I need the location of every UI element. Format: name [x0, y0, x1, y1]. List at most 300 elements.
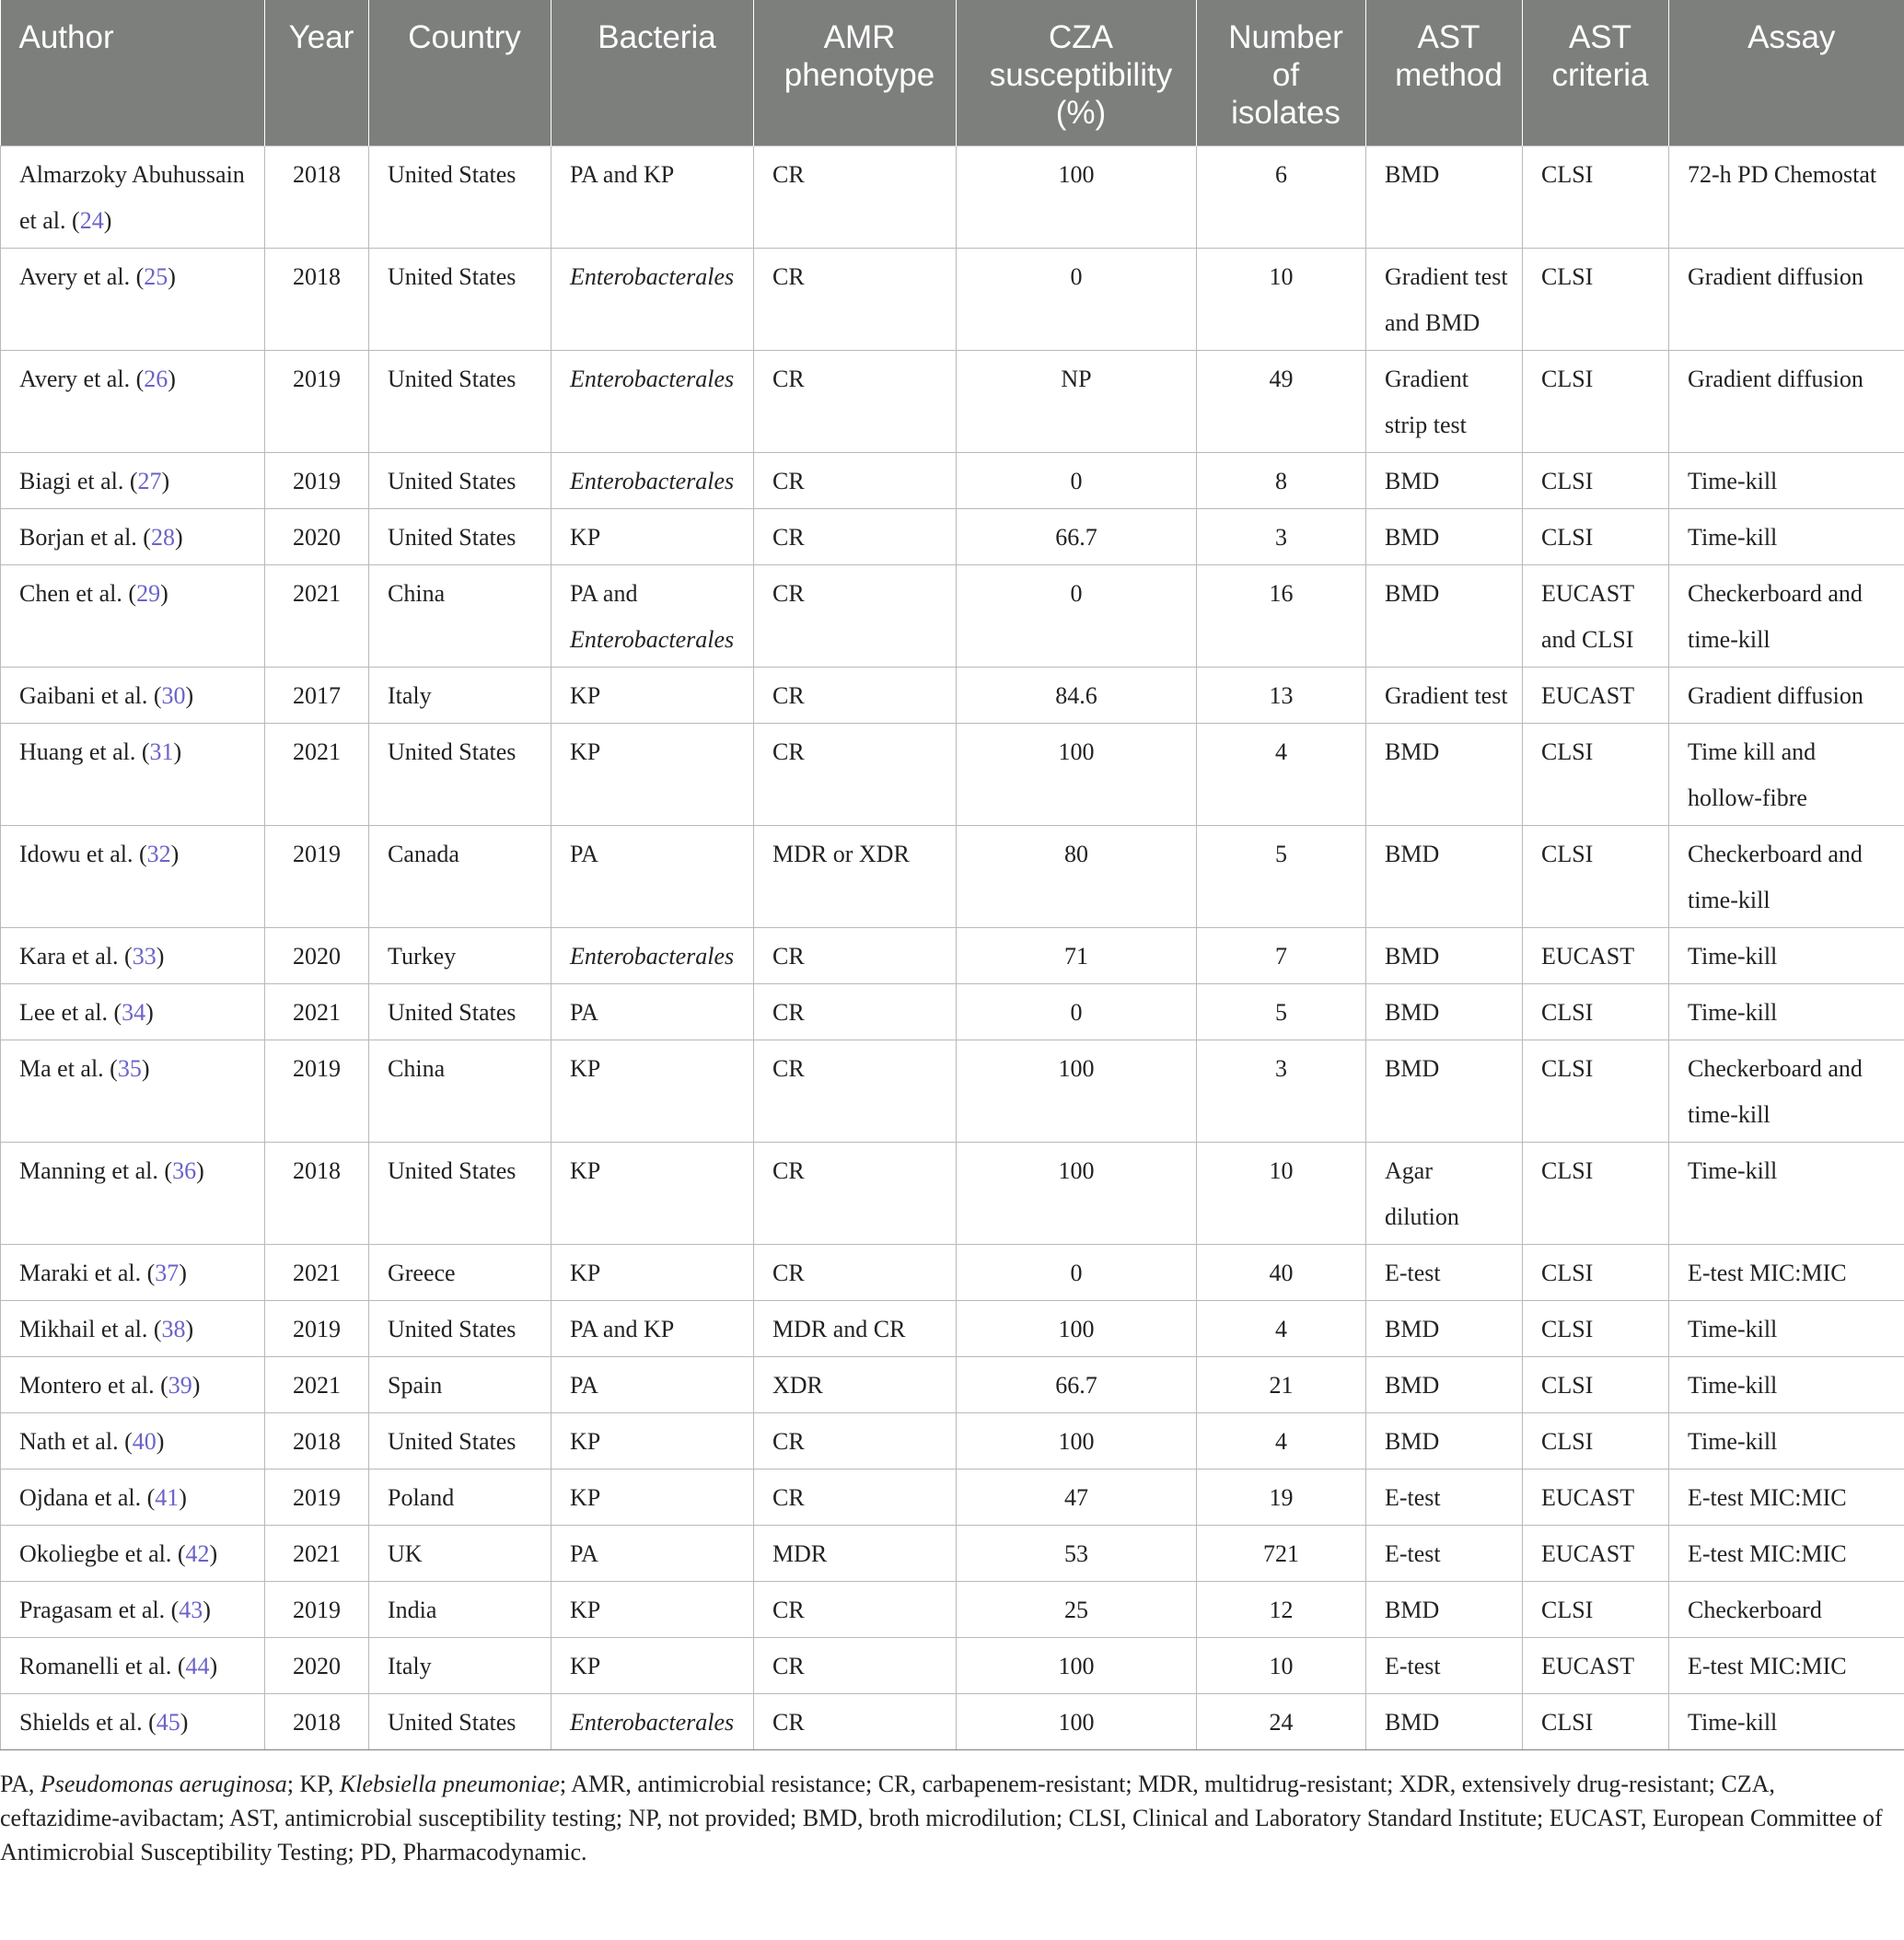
cell-amr-phenotype: CR	[754, 453, 957, 509]
cell-ast-criteria: EUCAST and CLSI	[1523, 565, 1669, 668]
reference-close-paren: )	[156, 1428, 165, 1455]
cell-amr-phenotype: MDR or XDR	[754, 826, 957, 928]
cell-ast-method: E-test	[1366, 1638, 1523, 1694]
cell-bacteria	[551, 928, 754, 984]
bacteria-text: PA and KP	[570, 161, 675, 188]
table-row	[1, 724, 1904, 826]
table-row	[1, 1638, 1904, 1694]
cell-number-of-isolates: 3	[1197, 509, 1366, 565]
cell-ast-criteria: CLSI	[1523, 1040, 1669, 1143]
reference-link[interactable]: 26	[144, 366, 168, 392]
cell-ast-criteria: CLSI	[1523, 1357, 1669, 1413]
cell-amr-phenotype: MDR	[754, 1526, 957, 1582]
cell-assay: Checkerboard and time-kill	[1669, 565, 1904, 668]
reference-link[interactable]: 36	[172, 1157, 197, 1184]
reference-link[interactable]: 28	[150, 524, 175, 551]
cell-bacteria	[551, 1040, 754, 1143]
author-name: Manning et al. (	[19, 1157, 173, 1184]
reference-close-paren: )	[179, 1484, 187, 1511]
cell-ast-method: BMD	[1366, 984, 1523, 1040]
cell-author	[1, 984, 265, 1040]
cell-cza-susceptibility: 0	[957, 1245, 1197, 1301]
cell-cza-susceptibility: 66.7	[957, 1357, 1197, 1413]
table-row	[1, 1245, 1904, 1301]
table-row	[1, 1413, 1904, 1470]
reference-close-paren: )	[160, 580, 168, 607]
cell-bacteria	[551, 826, 754, 928]
cell-ast-criteria: CLSI	[1523, 1694, 1669, 1750]
cell-year: 2021	[265, 724, 369, 826]
cell-bacteria	[551, 1413, 754, 1470]
reference-close-paren: )	[156, 943, 165, 970]
column-header-assay: Assay	[1669, 0, 1904, 146]
column-header-country: Country	[369, 0, 551, 146]
author-name: Almarzoky Abuhussain et al. (	[19, 161, 245, 234]
cell-country: United States	[369, 249, 551, 351]
cell-assay: Time-kill	[1669, 1301, 1904, 1357]
bacteria-text: KP	[570, 1428, 601, 1455]
cell-year: 2019	[265, 826, 369, 928]
author-name: Nath et al. (	[19, 1428, 133, 1455]
column-header-author: Author	[1, 0, 265, 146]
table-row	[1, 928, 1904, 984]
cell-year: 2019	[265, 1040, 369, 1143]
bacteria-text: KP	[570, 682, 601, 709]
author-name: Ma et al. (	[19, 1055, 118, 1082]
cell-country: United States	[369, 1143, 551, 1245]
cell-year: 2019	[265, 453, 369, 509]
cell-number-of-isolates: 8	[1197, 453, 1366, 509]
cell-number-of-isolates: 4	[1197, 1301, 1366, 1357]
cell-country: Italy	[369, 1638, 551, 1694]
author-name: Chen et al. (	[19, 580, 137, 607]
cell-number-of-isolates: 10	[1197, 249, 1366, 351]
cell-country: Poland	[369, 1470, 551, 1526]
reference-close-paren: )	[103, 207, 112, 234]
cell-cza-susceptibility: 100	[957, 724, 1197, 826]
cell-amr-phenotype: CR	[754, 146, 957, 249]
table-row	[1, 1301, 1904, 1357]
cell-amr-phenotype: CR	[754, 724, 957, 826]
author-name: Shields et al. (	[19, 1709, 157, 1736]
author-name: Lee et al. (	[19, 999, 122, 1026]
cell-bacteria	[551, 351, 754, 453]
author-name: Avery et al. (	[19, 263, 145, 290]
cell-assay: E-test MIC:MIC	[1669, 1470, 1904, 1526]
cell-bacteria	[551, 1638, 754, 1694]
cell-amr-phenotype: CR	[754, 984, 957, 1040]
cell-assay: Checkerboard and time-kill	[1669, 826, 1904, 928]
cell-assay: Gradient diffusion	[1669, 249, 1904, 351]
cell-year: 2019	[265, 351, 369, 453]
cell-number-of-isolates: 12	[1197, 1582, 1366, 1638]
cell-country: United States	[369, 351, 551, 453]
cell-number-of-isolates: 13	[1197, 668, 1366, 724]
cell-assay: Time-kill	[1669, 509, 1904, 565]
cell-bacteria	[551, 565, 754, 668]
cell-ast-method: BMD	[1366, 1413, 1523, 1470]
cell-author	[1, 1301, 265, 1357]
table-row	[1, 1694, 1904, 1750]
reference-close-paren: )	[145, 999, 154, 1026]
author-name: Avery et al. (	[19, 366, 145, 392]
footnote-text: ; AMR, antimicrobial resistance; CR, carbapenem-resistant; MDR, multidrug-resistant; XDR, extensively drug-resistant; CZA, ceftazidime-avibactam; AST, antimicrobial susceptibility testing; NP, not provided; BMD, broth microdilution; CLSI, Clinical and Laboratory Standard Institute; EUCAST, European Committee of Antimicrobial Susceptibility Testing; PD, Pharmacodynamic.	[0, 1771, 1883, 1865]
cell-ast-method: Agar dilution	[1366, 1143, 1523, 1245]
cell-bacteria	[551, 1245, 754, 1301]
cell-cza-susceptibility: 0	[957, 249, 1197, 351]
cell-ast-method: Gradient strip test	[1366, 351, 1523, 453]
cell-bacteria	[551, 724, 754, 826]
cell-country: Turkey	[369, 928, 551, 984]
cell-country: United States	[369, 453, 551, 509]
table-body	[1, 146, 1904, 1750]
cell-number-of-isolates: 4	[1197, 724, 1366, 826]
reference-close-paren: )	[209, 1653, 218, 1679]
cell-author	[1, 453, 265, 509]
cell-country: UK	[369, 1526, 551, 1582]
cell-ast-method: Gradient test and BMD	[1366, 249, 1523, 351]
cell-ast-criteria: EUCAST	[1523, 928, 1669, 984]
cell-ast-criteria: CLSI	[1523, 724, 1669, 826]
reference-link[interactable]: 27	[137, 468, 162, 494]
cell-cza-susceptibility: 80	[957, 826, 1197, 928]
reference-close-paren: )	[141, 1055, 150, 1082]
table-row	[1, 146, 1904, 249]
cell-number-of-isolates: 40	[1197, 1245, 1366, 1301]
table-row	[1, 1582, 1904, 1638]
cell-number-of-isolates: 6	[1197, 146, 1366, 249]
cell-cza-susceptibility: 0	[957, 565, 1197, 668]
cell-amr-phenotype: XDR	[754, 1357, 957, 1413]
cell-author	[1, 351, 265, 453]
reference-link[interactable]: 39	[168, 1372, 192, 1399]
reference-link[interactable]: 37	[155, 1260, 180, 1286]
column-header-year: Year	[265, 0, 369, 146]
reference-link[interactable]: 25	[144, 263, 168, 290]
bacteria-text: PA	[570, 1372, 598, 1399]
cell-amr-phenotype: CR	[754, 1245, 957, 1301]
reference-close-paren: )	[174, 524, 183, 551]
author-name: Gaibani et al. (	[19, 682, 162, 709]
cell-country: United States	[369, 1694, 551, 1750]
cell-cza-susceptibility: 100	[957, 1638, 1197, 1694]
cell-author	[1, 1582, 265, 1638]
cell-bacteria	[551, 146, 754, 249]
table-row	[1, 565, 1904, 668]
cell-cza-susceptibility: 66.7	[957, 509, 1197, 565]
cell-ast-criteria: EUCAST	[1523, 1470, 1669, 1526]
cell-year: 2018	[265, 1143, 369, 1245]
cell-ast-criteria: EUCAST	[1523, 668, 1669, 724]
cell-ast-method: BMD	[1366, 146, 1523, 249]
cell-cza-susceptibility: 0	[957, 984, 1197, 1040]
cell-country: United States	[369, 984, 551, 1040]
cell-ast-criteria: CLSI	[1523, 1413, 1669, 1470]
table-row	[1, 826, 1904, 928]
cell-assay: Checkerboard	[1669, 1582, 1904, 1638]
cell-number-of-isolates: 5	[1197, 984, 1366, 1040]
cell-year: 2021	[265, 1526, 369, 1582]
column-header-bacteria: Bacteria	[551, 0, 754, 146]
cell-amr-phenotype: CR	[754, 565, 957, 668]
cell-number-of-isolates: 19	[1197, 1470, 1366, 1526]
cell-number-of-isolates: 3	[1197, 1040, 1366, 1143]
bacteria-order-italic: Enterobacterales	[570, 468, 735, 494]
cell-ast-method: BMD	[1366, 565, 1523, 668]
cell-ast-criteria: CLSI	[1523, 509, 1669, 565]
author-name: Pragasam et al. (	[19, 1597, 180, 1623]
reference-close-paren: )	[173, 738, 182, 765]
cell-bacteria	[551, 509, 754, 565]
cell-assay: E-test MIC:MIC	[1669, 1638, 1904, 1694]
cell-bacteria	[551, 1526, 754, 1582]
reference-link[interactable]: 29	[136, 580, 161, 607]
cell-year: 2017	[265, 668, 369, 724]
cell-country: United States	[369, 1301, 551, 1357]
cell-number-of-isolates: 4	[1197, 1413, 1366, 1470]
reference-close-paren: )	[170, 841, 180, 867]
bacteria-order-italic: Enterobacterales	[570, 1709, 735, 1736]
cell-ast-method: BMD	[1366, 1694, 1523, 1750]
cell-amr-phenotype: CR	[754, 509, 957, 565]
cell-assay: E-test MIC:MIC	[1669, 1245, 1904, 1301]
cell-ast-criteria: CLSI	[1523, 1582, 1669, 1638]
cell-ast-method: BMD	[1366, 1301, 1523, 1357]
cell-country: United States	[369, 724, 551, 826]
cell-cza-susceptibility: 100	[957, 1301, 1197, 1357]
bacteria-order-italic: Enterobacterales	[570, 366, 735, 392]
author-name: Mikhail et al. (	[19, 1316, 162, 1342]
cell-author	[1, 249, 265, 351]
reference-close-paren: )	[179, 1260, 187, 1286]
column-header-ast-criteria: AST criteria	[1523, 0, 1669, 146]
cell-assay: Gradient diffusion	[1669, 351, 1904, 453]
cell-bacteria	[551, 1143, 754, 1245]
cell-amr-phenotype: CR	[754, 1694, 957, 1750]
reference-link[interactable]: 41	[155, 1484, 180, 1511]
cell-year: 2018	[265, 1413, 369, 1470]
cell-bacteria	[551, 984, 754, 1040]
bacteria-text: KP	[570, 738, 601, 765]
footnote-text: ; KP,	[286, 1771, 340, 1797]
cell-author	[1, 146, 265, 249]
cell-ast-criteria: CLSI	[1523, 249, 1669, 351]
bacteria-text: PA and KP	[570, 1316, 675, 1342]
cell-bacteria	[551, 249, 754, 351]
column-header-ast-method: AST method	[1366, 0, 1523, 146]
cell-year: 2019	[265, 1470, 369, 1526]
cell-country: China	[369, 565, 551, 668]
cell-author	[1, 1694, 265, 1750]
cell-bacteria	[551, 1301, 754, 1357]
cell-assay: Time-kill	[1669, 1694, 1904, 1750]
cell-assay: E-test MIC:MIC	[1669, 1526, 1904, 1582]
reference-close-paren: )	[161, 468, 170, 494]
cell-ast-method: E-test	[1366, 1470, 1523, 1526]
bacteria-text: PA	[570, 999, 598, 1026]
reference-link[interactable]: 33	[132, 943, 157, 970]
cell-number-of-isolates: 721	[1197, 1526, 1366, 1582]
cell-cza-susceptibility: 71	[957, 928, 1197, 984]
cell-assay: Time-kill	[1669, 1413, 1904, 1470]
cell-author	[1, 826, 265, 928]
cell-ast-criteria: CLSI	[1523, 1245, 1669, 1301]
bacteria-text: PA	[570, 1540, 598, 1567]
cell-ast-criteria: EUCAST	[1523, 1526, 1669, 1582]
table-row	[1, 249, 1904, 351]
cell-year: 2021	[265, 1357, 369, 1413]
cell-number-of-isolates: 5	[1197, 826, 1366, 928]
bacteria-text: KP	[570, 524, 601, 551]
reference-close-paren: )	[209, 1540, 218, 1567]
author-name: Idowu et al. (	[19, 841, 147, 867]
cell-bacteria	[551, 1694, 754, 1750]
reference-close-paren: )	[168, 366, 176, 392]
cell-country: United States	[369, 1413, 551, 1470]
cell-author	[1, 1357, 265, 1413]
cell-assay: Checkerboard and time-kill	[1669, 1040, 1904, 1143]
cell-country: Spain	[369, 1357, 551, 1413]
author-name: Biagi et al. (	[19, 468, 138, 494]
cell-year: 2020	[265, 928, 369, 984]
cell-ast-method: BMD	[1366, 1582, 1523, 1638]
cell-ast-criteria: CLSI	[1523, 1301, 1669, 1357]
cell-country: Greece	[369, 1245, 551, 1301]
cell-country: Italy	[369, 668, 551, 724]
reference-close-paren: )	[180, 1709, 189, 1736]
footnote-species-italic: Pseudomonas aeruginosa	[40, 1771, 287, 1797]
table-row	[1, 984, 1904, 1040]
cell-amr-phenotype: CR	[754, 1582, 957, 1638]
cell-cza-susceptibility: 100	[957, 1143, 1197, 1245]
cell-number-of-isolates: 24	[1197, 1694, 1366, 1750]
column-header-amr-phenotype: AMR phenotype	[754, 0, 957, 146]
table-row	[1, 1040, 1904, 1143]
bacteria-text: KP	[570, 1484, 601, 1511]
cell-country: United States	[369, 146, 551, 249]
cell-year: 2021	[265, 565, 369, 668]
bacteria-text: KP	[570, 1157, 601, 1184]
cell-cza-susceptibility: NP	[957, 351, 1197, 453]
cell-number-of-isolates: 16	[1197, 565, 1366, 668]
reference-link[interactable]: 34	[122, 999, 146, 1026]
table-row	[1, 1470, 1904, 1526]
cell-ast-criteria: CLSI	[1523, 1143, 1669, 1245]
cell-country: India	[369, 1582, 551, 1638]
cell-cza-susceptibility: 25	[957, 1582, 1197, 1638]
cell-ast-method: BMD	[1366, 509, 1523, 565]
cell-assay: Time kill and hollow-fibre	[1669, 724, 1904, 826]
reference-link[interactable]: 30	[161, 682, 186, 709]
cell-author	[1, 1638, 265, 1694]
author-name: Montero et al. (	[19, 1372, 168, 1399]
cell-amr-phenotype: CR	[754, 249, 957, 351]
reference-link[interactable]: 40	[132, 1428, 157, 1455]
bacteria-text: KP	[570, 1653, 601, 1679]
cell-assay: Time-kill	[1669, 453, 1904, 509]
cell-author	[1, 1040, 265, 1143]
cell-amr-phenotype: CR	[754, 928, 957, 984]
cell-amr-phenotype: CR	[754, 1143, 957, 1245]
cell-amr-phenotype: CR	[754, 1638, 957, 1694]
cell-ast-method: E-test	[1366, 1245, 1523, 1301]
bacteria-text: PA and	[570, 580, 638, 607]
cell-author	[1, 928, 265, 984]
cell-cza-susceptibility: 100	[957, 1413, 1197, 1470]
cell-year: 2020	[265, 1638, 369, 1694]
table-row	[1, 453, 1904, 509]
cell-bacteria	[551, 1470, 754, 1526]
reference-close-paren: )	[185, 1316, 194, 1342]
table-footnote	[0, 1750, 1904, 1869]
column-header-number-of-isolates: Number of isolates	[1197, 0, 1366, 146]
cell-country: United States	[369, 509, 551, 565]
reference-close-paren: )	[203, 1597, 211, 1623]
cell-year: 2020	[265, 509, 369, 565]
cell-ast-method: BMD	[1366, 1357, 1523, 1413]
cell-ast-method: BMD	[1366, 928, 1523, 984]
cell-year: 2019	[265, 1301, 369, 1357]
cell-amr-phenotype: CR	[754, 351, 957, 453]
author-name: Romanelli et al. (	[19, 1653, 186, 1679]
cell-ast-criteria: CLSI	[1523, 984, 1669, 1040]
cell-ast-criteria: EUCAST	[1523, 1638, 1669, 1694]
cell-year: 2019	[265, 1582, 369, 1638]
cell-ast-method: Gradient test	[1366, 668, 1523, 724]
reference-link[interactable]: 42	[185, 1540, 210, 1567]
reference-link[interactable]: 24	[79, 207, 104, 234]
author-name: Ojdana et al. (	[19, 1484, 156, 1511]
author-name: Okoliegbe et al. (	[19, 1540, 186, 1567]
header-row	[1, 0, 1904, 146]
cell-number-of-isolates: 7	[1197, 928, 1366, 984]
bacteria-text: PA	[570, 841, 598, 867]
cell-bacteria	[551, 453, 754, 509]
cell-year: 2018	[265, 1694, 369, 1750]
bacteria-text: KP	[570, 1055, 601, 1082]
reference-close-paren: )	[192, 1372, 201, 1399]
cell-ast-method: BMD	[1366, 453, 1523, 509]
cell-ast-criteria: CLSI	[1523, 826, 1669, 928]
cell-ast-method: BMD	[1366, 1040, 1523, 1143]
reference-link[interactable]: 31	[149, 738, 174, 765]
reference-link[interactable]: 38	[161, 1316, 186, 1342]
cell-author	[1, 668, 265, 724]
cell-ast-criteria: CLSI	[1523, 351, 1669, 453]
cell-assay: Time-kill	[1669, 928, 1904, 984]
author-name: Borjan et al. (	[19, 524, 151, 551]
cell-ast-criteria: CLSI	[1523, 146, 1669, 249]
table-row	[1, 1526, 1904, 1582]
cell-ast-method: BMD	[1366, 724, 1523, 826]
cell-assay: Gradient diffusion	[1669, 668, 1904, 724]
table-row	[1, 351, 1904, 453]
cell-assay: Time-kill	[1669, 1143, 1904, 1245]
cell-author	[1, 509, 265, 565]
cell-ast-criteria: CLSI	[1523, 453, 1669, 509]
cell-number-of-isolates: 49	[1197, 351, 1366, 453]
reference-link[interactable]: 43	[179, 1597, 203, 1623]
reference-link[interactable]: 45	[156, 1709, 180, 1736]
reference-link[interactable]: 32	[146, 841, 171, 867]
reference-link[interactable]: 35	[117, 1055, 142, 1082]
cell-amr-phenotype: CR	[754, 668, 957, 724]
cell-author	[1, 1143, 265, 1245]
reference-link[interactable]: 44	[185, 1653, 210, 1679]
cell-author	[1, 1470, 265, 1526]
reference-close-paren: )	[185, 682, 194, 709]
cell-number-of-isolates: 10	[1197, 1143, 1366, 1245]
